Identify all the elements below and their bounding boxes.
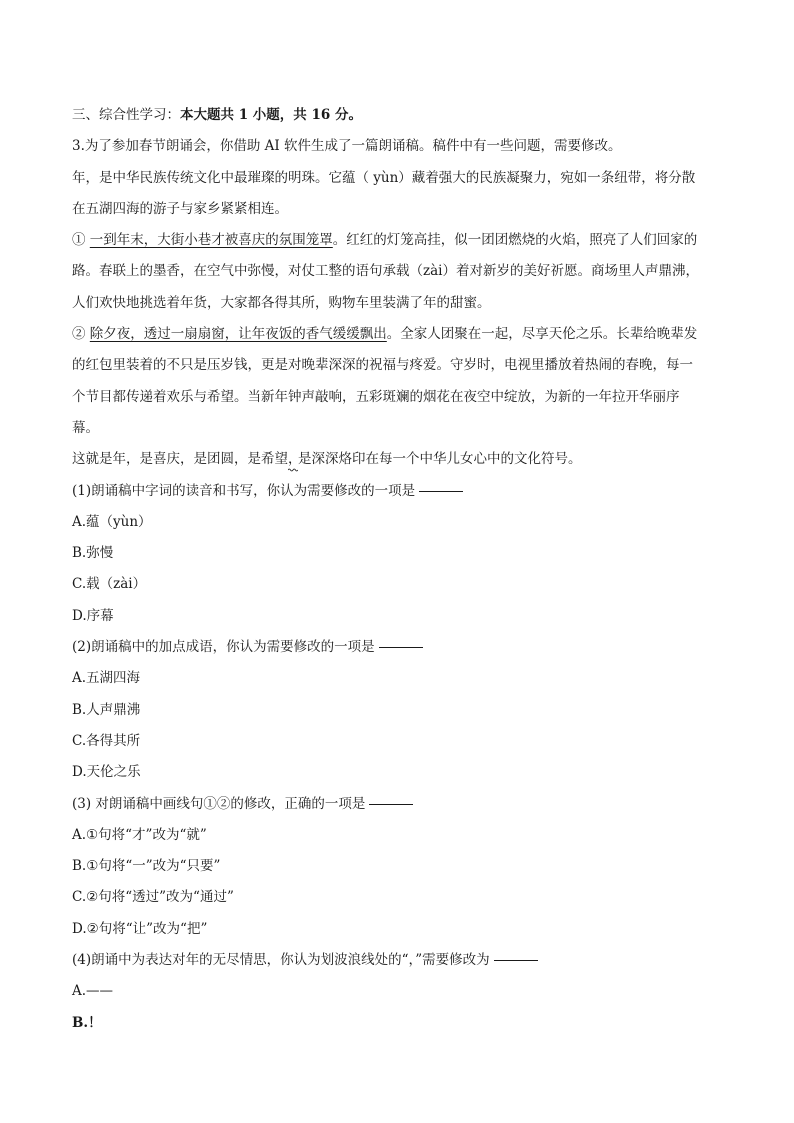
question-3-option-a: A.①句将“才”改为“就” bbox=[72, 826, 207, 843]
section-heading bbox=[72, 100, 724, 131]
passage-p2-line1-rest: 。红红的灯笼高挂，似一团团燃烧的火焰，照亮了人们回家的 bbox=[332, 232, 698, 249]
passage-p4 bbox=[72, 444, 724, 475]
question-intro: 3.为了参加春节朗诵会，你借助 AI 软件生成了一篇朗诵稿。稿件中有一些问题，需要修改。 bbox=[72, 138, 622, 155]
answer-blank-3[interactable] bbox=[369, 803, 413, 805]
passage-p3-line1-rest: 。全家人团聚在一起，尽享天伦之乐。长辈给晚辈发 bbox=[386, 326, 698, 343]
wavy-underlined-comma: ， bbox=[288, 444, 298, 475]
question-4-stem: (4)朗诵中为表达对年的无尽情思，你认为划波浪线处的“，”需要修改为 bbox=[72, 945, 724, 976]
passage-p4-after: 是深深烙印在每一个中华儿女心中的文化符号。 bbox=[298, 451, 582, 468]
document-content bbox=[72, 100, 724, 1039]
passage-p3-line1 bbox=[72, 319, 724, 350]
question-1-stem: (1)朗诵稿中字词的读音和书写，你认为需要修改的一项是 bbox=[72, 476, 724, 507]
question-2-option-b: B.人声鼎沸 bbox=[72, 701, 141, 718]
question-1-option-b: B.弥慢 bbox=[72, 545, 114, 562]
question-4-option-a: A.—— bbox=[72, 983, 114, 1000]
passage-p2-line3: 人们欢快地挑选着年货，大家都各得其所，购物车里装满了年的甜蜜。 bbox=[72, 294, 491, 311]
wavy-line-icon bbox=[288, 468, 298, 472]
passage-p4-before: 这就是年，是喜庆，是团圆，是希望 bbox=[72, 451, 288, 468]
question-2-option-a: A.五湖四海 bbox=[72, 670, 141, 687]
question-1-option-d: D.序幕 bbox=[72, 607, 114, 624]
answer-blank-2[interactable] bbox=[379, 646, 423, 648]
section-prefix: 三、综合性学习： bbox=[72, 107, 180, 123]
passage-p1-line1: 年，是中华民族传统文化中最璀璨的明珠。它蕴（ yùn）藏着强大的民族凝聚力，宛如一条纽带，将分散 bbox=[72, 169, 696, 186]
question-3-option-d: D.②句将“让”改为“把” bbox=[72, 920, 208, 937]
underlined-sentence-2: 除夕夜，透过一扇扇窗，让年夜饭的香气缓缓飘出 bbox=[89, 326, 387, 343]
question-1-option-a: A.蕴（yùn） bbox=[72, 513, 152, 530]
passage-p3-line3: 个节目都传递着欢乐与希望。当新年钟声敲响，五彩斑斓的烟花在夜空中绽放，为新的一年拉开华丽序 bbox=[72, 388, 680, 405]
passage-p2-line1 bbox=[72, 225, 724, 256]
passage-p3-line2: 的红包里装着的不只是压岁钱，更是对晚辈深深的祝福与疼爱。守岁时，电视里播放着热闹的春晚，每一 bbox=[72, 357, 693, 374]
sentence-marker-1: ① bbox=[72, 232, 86, 249]
sentence-marker-2: ② bbox=[72, 326, 86, 343]
question-3-stem: (3) 对朗诵稿中画线句①②的修改，正确的一项是 bbox=[72, 789, 724, 820]
section-bold-text: 本大题共 1 小题，共 16 分。 bbox=[180, 107, 362, 123]
question-1-option-c: C.载（zài） bbox=[72, 576, 147, 593]
answer-blank-4[interactable] bbox=[494, 959, 538, 961]
underlined-sentence-1: 一到年末，大街小巷才被喜庆的氛围笼罩 bbox=[89, 232, 333, 249]
question-4-option-b: B.！ bbox=[72, 1014, 102, 1031]
question-2-option-c: C.各得其所 bbox=[72, 732, 141, 749]
answer-blank-1[interactable] bbox=[419, 490, 463, 492]
passage-p2-line2: 路。春联上的墨香，在空气中弥慢，对仗工整的语句承载（zài）着对新岁的美好祈愿。商场里人声鼎沸， bbox=[72, 263, 699, 280]
passage-p1-line2: 在五湖四海的游子与家乡紧紧相连。 bbox=[72, 200, 288, 217]
question-3-option-b: B.①句将“一”改为“只要” bbox=[72, 858, 221, 875]
question-2-option-d: D.天伦之乐 bbox=[72, 764, 141, 781]
question-3-option-c: C.②句将“透过”改为“通过” bbox=[72, 889, 234, 906]
passage-p3-line4: 幕。 bbox=[72, 419, 99, 436]
question-2-stem: (2)朗诵稿中的加点成语，你认为需要修改的一项是 bbox=[72, 632, 724, 663]
